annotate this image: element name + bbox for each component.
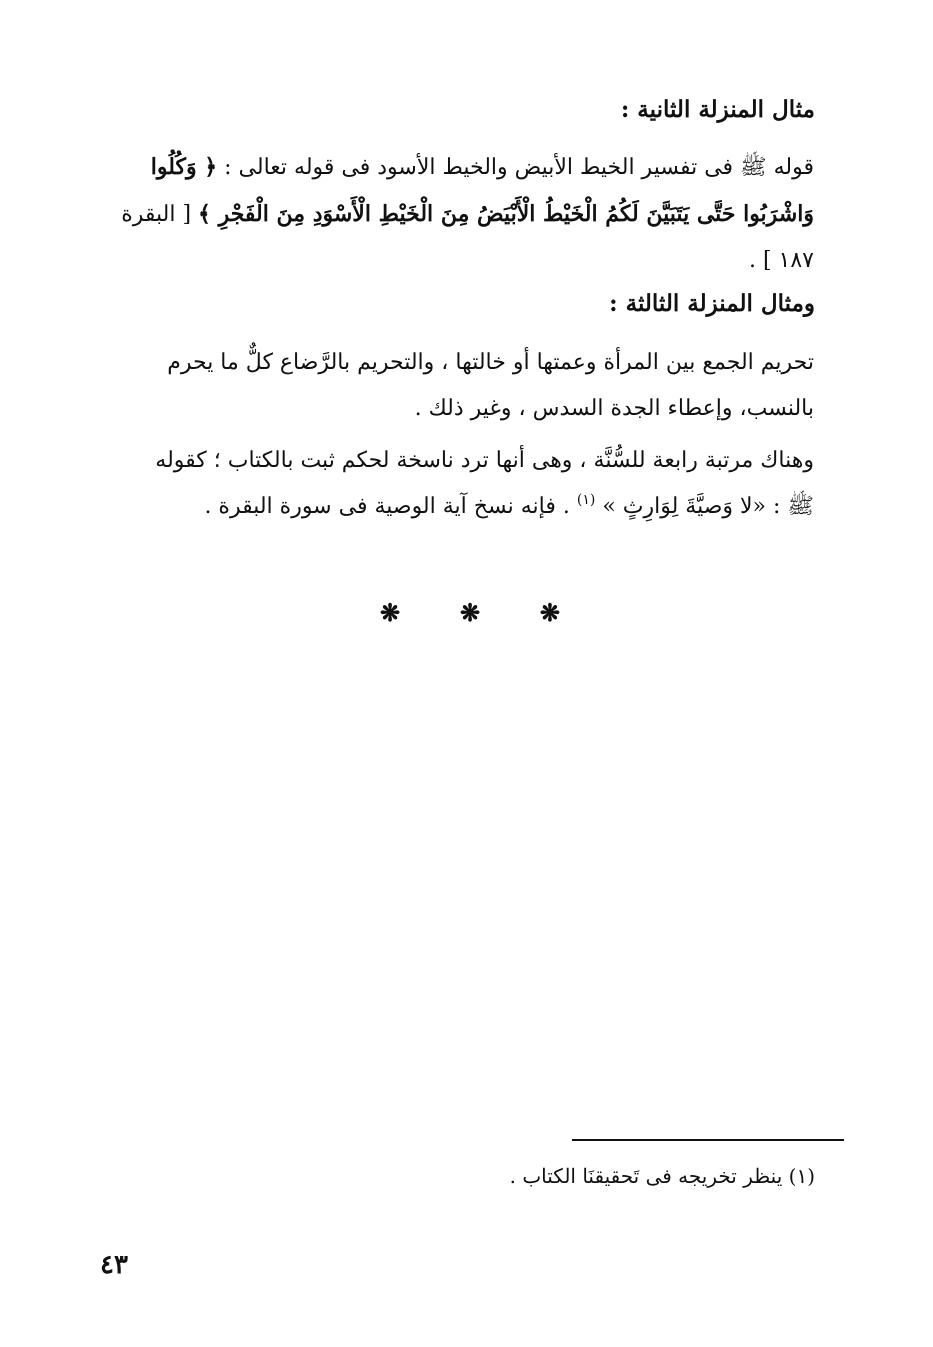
paragraph-second-level-example	[96, 144, 814, 284]
asterism-star: ❋	[539, 598, 560, 627]
heading-second-level: مثال المنزلة الثانية :	[620, 96, 815, 123]
quran-verse-text: وَاشْرَبُوا حَتَّى يَتَبَيَّنَ لَكُمُ الْخَيْطُ الْأَبْيَضُ مِنَ الْخَيْطِ الْأَسْوَدِ مِنَ الْفَجْرِ ﴾	[198, 201, 814, 227]
asterism-star: ❋	[459, 598, 481, 627]
asterism-star: ❋	[380, 598, 401, 627]
paragraph-line: تحريم الجمع بين المرأة وعمتها أو خالتها ، والتحريم بالرَّضاع كلٌّ ما يحرم	[167, 350, 814, 375]
paragraph-line	[96, 191, 814, 238]
hadith-intro-text: قوله ﷺ فى تفسير الخيط الأبيض والخيط الأسود فى قوله تعالى :	[224, 155, 814, 180]
footnote-text: (١) ينظر تخريجه فى تَحقيقنَا الكتاب .	[509, 1164, 815, 1188]
paragraph-line: بالنسب، وإعطاء الجدة السدس ، وغير ذلك .	[414, 396, 814, 421]
page-number: ٤٣	[100, 1250, 128, 1280]
quran-verse-start: ﴿ وَكُلُوا	[150, 154, 218, 180]
footnote-divider	[572, 1139, 844, 1141]
hadith-quote: ﷺ : «لا وَصيَّةَ لِوَارِثٍ »	[602, 494, 814, 519]
paragraph-line	[96, 484, 814, 532]
footnote-marker: (١)	[576, 492, 596, 508]
paragraph-line	[96, 144, 814, 191]
paragraph-line: ١٨٧ ] .	[748, 248, 814, 273]
surah-reference: [ البقرة	[121, 202, 192, 227]
heading-third-level: ومثال المنزلة الثالثة :	[609, 290, 815, 317]
paragraph-third-level-example	[96, 340, 814, 432]
abrogation-text: . فإنه نسخ آية الوصية فى سورة البقرة .	[204, 494, 570, 519]
paragraph-fourth-level	[96, 438, 814, 532]
section-separator	[380, 598, 560, 627]
paragraph-line: وهناك مرتبة رابعة للسُّنَّة ، وهى أنها ترد ناسخة لحكم ثبت بالكتاب ؛ كقوله	[155, 448, 814, 473]
